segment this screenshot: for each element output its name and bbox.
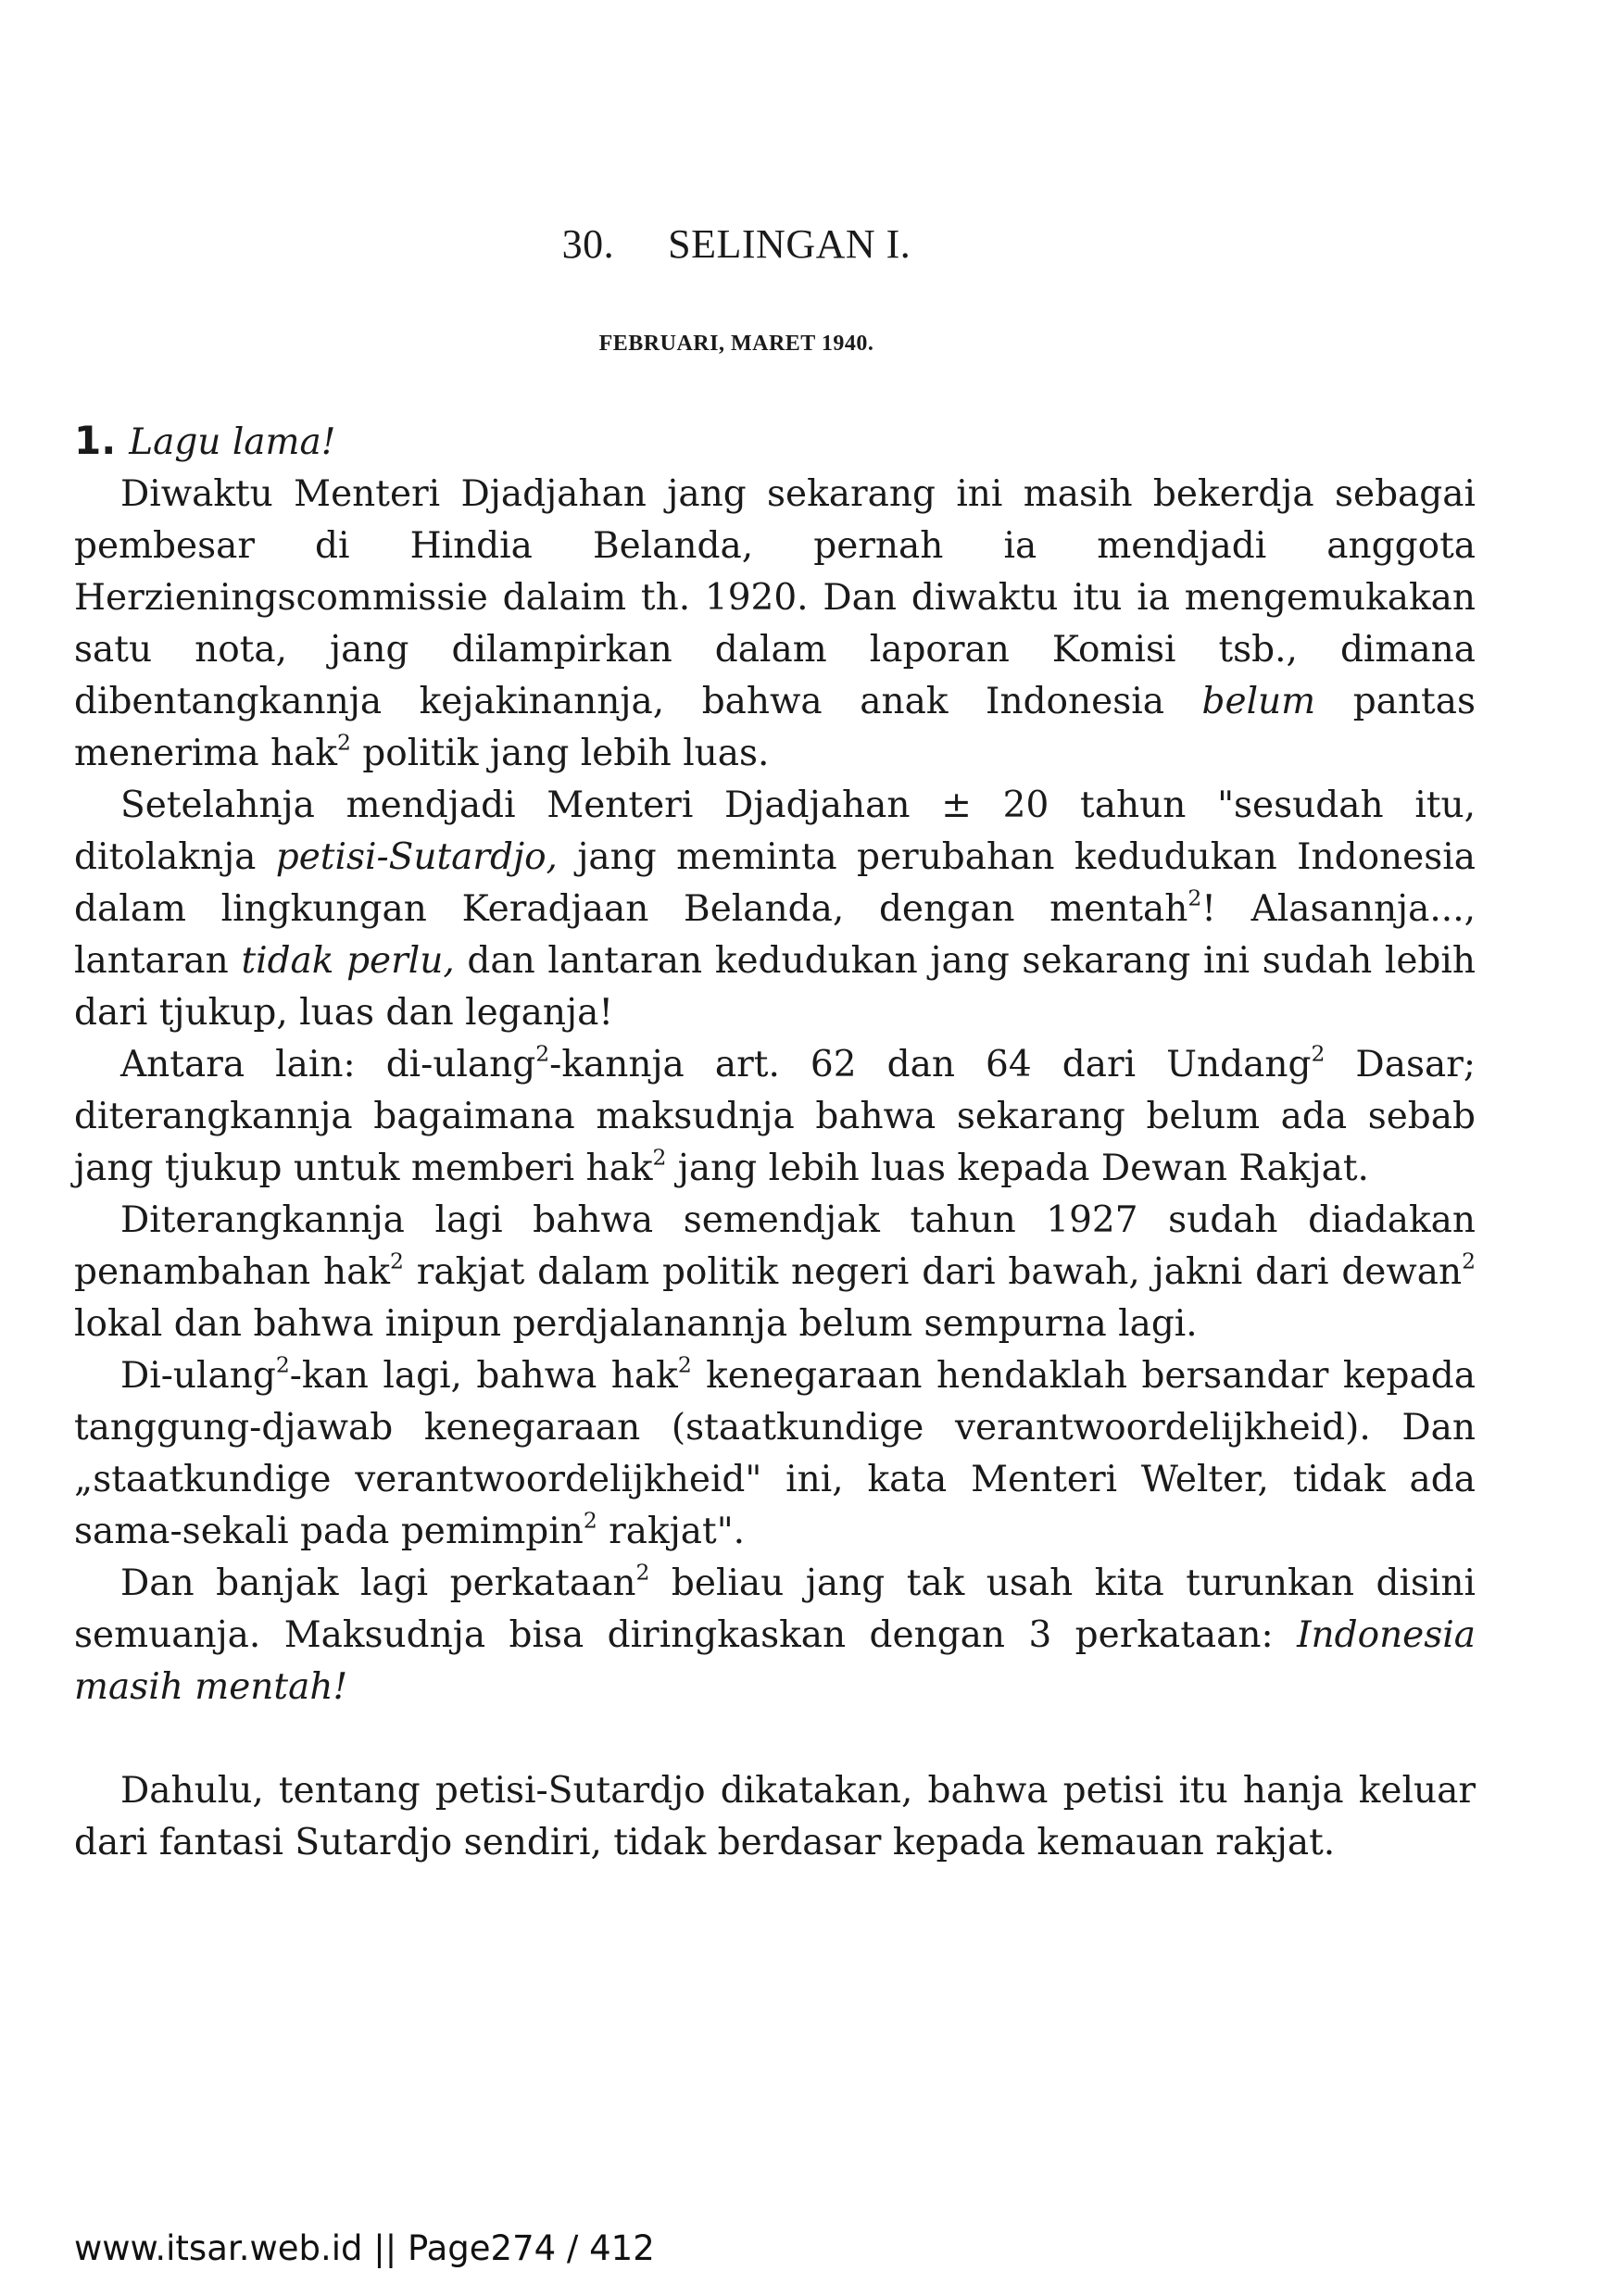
chapter-number: 30. (561, 221, 615, 267)
text-run: Diwaktu Menteri Djadjahan jang sekarang ini masih bekerdja sebagai pembesar di Hindia Belanda, pernah ia mendjadi anggota Herzieningscommissie dalaim th. 1920. Dan diwaktu itu ia mengemukakan satu nota, jang dilampirkan dalam laporan Komisi tsb., dimana dibentangkannja kejakinannja, bahwa anak Indonesia (74, 473, 1476, 722)
paragraph-7 (74, 1765, 1476, 1869)
body-text (74, 415, 1476, 1869)
text-run: rakjat". (597, 1511, 746, 1552)
superscript: 2 (1311, 1040, 1326, 1067)
chapter-title-text: SELINGAN I. (668, 221, 911, 267)
text-run: Dasar; diterangkannja bagaimana maksudnja bahwa sekarang belum ada sebab jang tjukup untuk memberi hak (74, 1044, 1476, 1189)
text-run: beliau jang tak usah kita turunkan disini semuanja. Maksudnja bisa diringkaskan dengan 3 perkataan: (74, 1562, 1476, 1656)
section-number: 1. (74, 418, 117, 463)
superscript: 2 (677, 1351, 692, 1378)
text-run: -kannja art. 62 dan 64 dari Undang (549, 1044, 1312, 1085)
text-run: Dan banjak lagi perkataan (120, 1562, 636, 1604)
emphasis-text: belum (1201, 681, 1316, 722)
paragraph-4 (74, 1195, 1476, 1350)
paragraph-6 (74, 1558, 1476, 1713)
text-run: pantas menerima hak (74, 681, 1476, 774)
emphasis-text: tidak perlu, (241, 940, 455, 982)
text-run: ! Alasannja..., lantaran (74, 888, 1476, 982)
paragraph-5 (74, 1350, 1476, 1558)
text-run: Antara lain: di-ulang (120, 1044, 536, 1085)
superscript: 2 (389, 1248, 404, 1274)
text-run: rakjat dalam politik negeri dari bawah, jakni dari dewan (403, 1251, 1463, 1293)
paragraph-1 (74, 469, 1476, 780)
text-run: lokal dan bahwa inipun perdjalanannja belum sempurna lagi. (74, 1303, 1198, 1345)
text-run: Diterangkannja lagi bahwa semendjak tahun 1927 sudah diadakan penambahan hak (74, 1199, 1476, 1293)
text-run: Dahulu, tentang petisi-Sutardjo dikatakan, bahwa petisi itu hanja keluar dari fantasi Sutardjo sendiri, tidak berdasar kepada kemauan rakjat. (74, 1770, 1476, 1863)
superscript: 2 (337, 729, 351, 756)
chapter-title (0, 220, 1473, 268)
superscript: 2 (535, 1040, 550, 1067)
text-run: dan lantaran kedudukan jang sekarang ini sudah lebih dari tjukup, luas dan leganja! (74, 940, 1476, 1034)
emphasis-text: Indonesia masih mentah! (74, 1614, 1476, 1708)
superscript: 2 (1187, 885, 1202, 911)
text-run: kenegaraan hendaklah bersandar kepada tanggung-djawab kenegaraan (staatkundige verantwoordelijkheid). Dan „staatkundige verantwoordelijkheid" ini, kata Menteri Welter, tidak ada sama-sekali pada pemimpin (74, 1355, 1476, 1552)
emphasis-text: petisi-Sutardjo, (275, 836, 558, 878)
text-run: -kan lagi, bahwa hak (289, 1355, 678, 1397)
section-heading (74, 415, 1476, 469)
paragraph-spacer (74, 1713, 1476, 1765)
superscript: 2 (1462, 1248, 1476, 1274)
text-run: politik jang lebih luas. (350, 733, 770, 774)
text-run: jang meminta perubahan kedudukan Indonesia dalam lingkungan Keradjaan Belanda, dengan mentah (74, 836, 1476, 930)
superscript: 2 (583, 1507, 597, 1534)
text-run: Setelahnja mendjadi Menteri Djadjahan ± 20 tahun "sesudah itu, ditolaknja (74, 784, 1476, 878)
section-title: Lagu lama! (129, 421, 336, 463)
chapter-date: FEBRUARI, MARET 1940. (598, 332, 874, 356)
paragraph-2 (74, 780, 1476, 1039)
paragraph-3 (74, 1039, 1476, 1195)
page-footer: www.itsar.web.id || Page274 / 412 (74, 2228, 655, 2268)
superscript: 2 (635, 1559, 650, 1586)
superscript: 2 (652, 1144, 667, 1171)
superscript: 2 (275, 1351, 290, 1378)
text-run: Di-ulang (120, 1355, 276, 1397)
text-run: jang lebih luas kepada Dewan Rakjat. (666, 1148, 1369, 1189)
